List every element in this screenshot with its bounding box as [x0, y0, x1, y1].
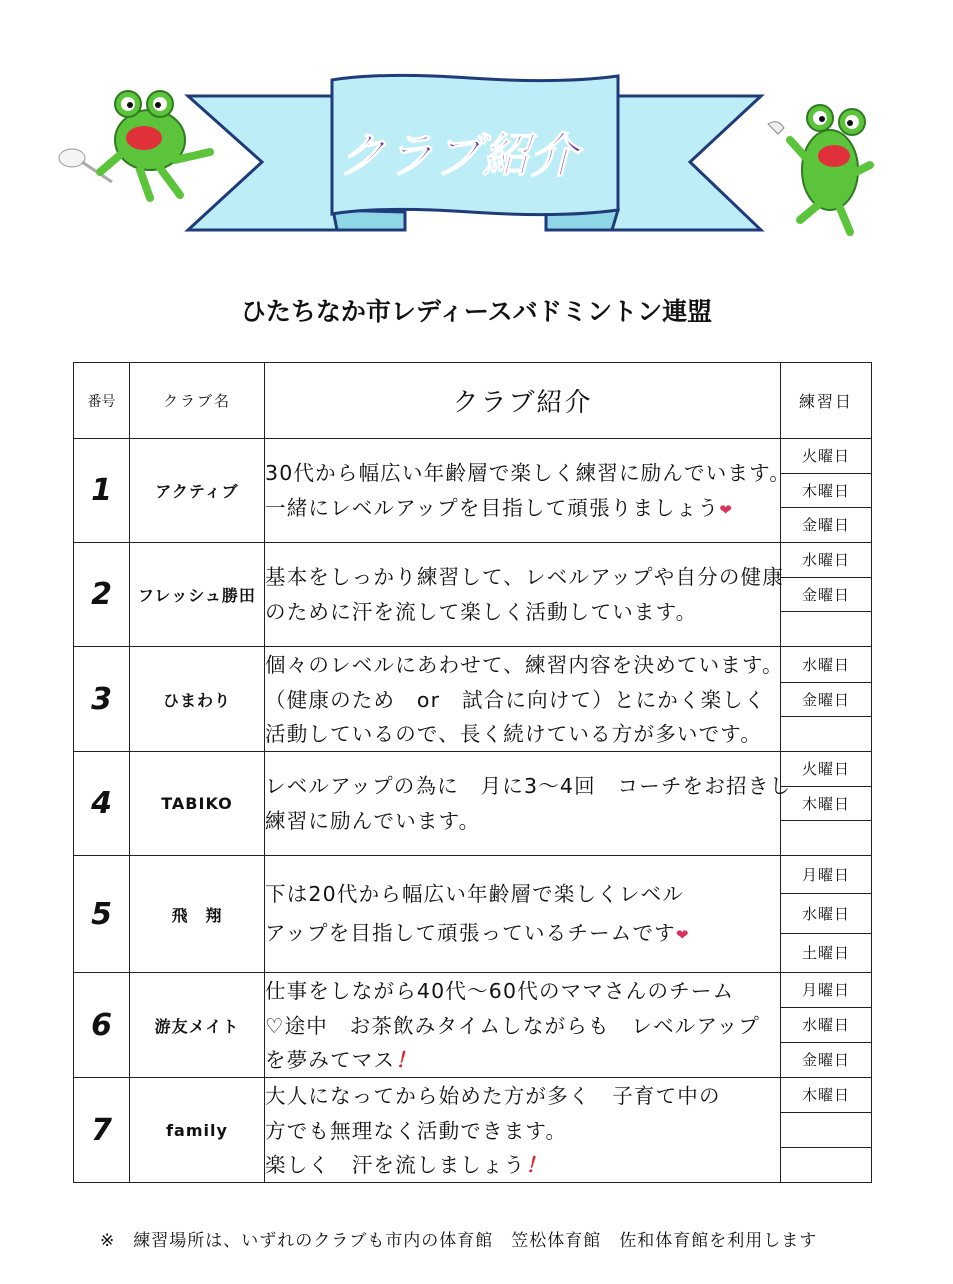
practice-day: 木曜日 [781, 787, 871, 821]
practice-day: 水曜日 [781, 543, 871, 578]
club-intro [265, 543, 784, 647]
table-row [74, 439, 872, 543]
practice-day: 木曜日 [781, 474, 871, 508]
intro-text: を夢みてマス [265, 1048, 396, 1072]
frog-left-icon [59, 91, 210, 198]
frog-right-icon [768, 105, 870, 232]
club-intro [265, 752, 792, 856]
practice-day: 水曜日 [781, 648, 871, 683]
practice-day: 火曜日 [781, 752, 871, 787]
practice-day: 金曜日 [801, 516, 850, 534]
heart-icon: ❤ [719, 500, 734, 519]
intro-line [265, 491, 780, 526]
heart-icon: ❤ [675, 926, 690, 944]
intro-text: 一緒にレベルアップを目指して頑張りましょう [265, 495, 720, 520]
practice-day: 土曜日 [801, 944, 850, 962]
practice-day [781, 1113, 871, 1148]
intro-text: アップを目指して頑張っているチームです [265, 921, 676, 945]
intro-line: 下は20代から幅広い年齢層で楽しくレベル [265, 882, 685, 906]
practice-days [781, 1078, 872, 1183]
intro-line: レベルアップの為に 月に3～4回 コーチをお招きし [265, 773, 792, 798]
intro-line: 30代から幅広い年齢層で楽しく練習に励んでいます。 [265, 460, 791, 485]
table-row [74, 973, 872, 1078]
practice-day: 金曜日 [781, 578, 871, 612]
club-name: family [130, 1078, 265, 1183]
ribbon-left-tail [188, 96, 337, 230]
table-row [74, 856, 872, 973]
club-name: アクティブ [130, 439, 265, 543]
club-intro [265, 1078, 781, 1183]
club-number: 2 [74, 543, 130, 647]
club-number: 6 [74, 973, 130, 1078]
banner [0, 0, 953, 260]
practice-day: 金曜日 [801, 1051, 850, 1069]
club-table [73, 362, 872, 1183]
practice-days [781, 752, 872, 856]
practice-day: 水曜日 [781, 894, 871, 934]
intro-line: 方でも無理なく活動できます。 [265, 1119, 568, 1143]
header-intro: クラブ紹介 [265, 363, 781, 439]
practice-days [781, 973, 872, 1078]
club-intro [265, 856, 781, 973]
intro-line: 個々のレベルにあわせて、練習内容を決めています。 [265, 653, 784, 677]
club-number: 7 [74, 1078, 130, 1183]
practice-days [781, 856, 872, 973]
exclamation-icon: ！ [525, 1153, 548, 1177]
table-row [74, 543, 872, 647]
practice-day [781, 612, 871, 646]
practice-days [781, 439, 872, 543]
club-number: 4 [74, 752, 130, 856]
intro-line: ♡途中 お茶飲みタイムしながらも レベルアップ [265, 1014, 761, 1038]
club-name: フレッシュ勝田 [130, 543, 265, 647]
ribbon-right-tail [612, 96, 761, 230]
practice-day: 月曜日 [781, 856, 871, 894]
practice-day [781, 821, 871, 855]
club-intro [265, 647, 784, 752]
intro-line: 仕事をしながら40代～60代のママさんのチーム [265, 979, 735, 1003]
intro-line [265, 913, 780, 953]
intro-line: のために汗を流して楽しく活動しています。 [265, 599, 698, 624]
intro-line: 練習に励んでいます。 [265, 808, 481, 833]
intro-line: （健康のため or 試合に向けて）とにかく楽しく [265, 688, 766, 712]
intro-text: 楽しく 汗を流しましょう [265, 1153, 526, 1177]
practice-day: 水曜日 [781, 1008, 871, 1043]
practice-day [781, 717, 871, 751]
club-intro [265, 439, 791, 543]
intro-line: 大人になってから始めた方が多く 子育て中の [265, 1084, 721, 1108]
intro-line: 基本をしっかり練習して、レベルアップや自分の健康 [265, 564, 784, 589]
practice-day: 月曜日 [781, 973, 871, 1008]
practice-day: 火曜日 [781, 439, 871, 474]
practice-days [781, 647, 872, 752]
intro-line [265, 1149, 780, 1181]
federation-title: ひたちなか市レディースバドミントン連盟 [240, 297, 713, 326]
header-club: クラブ名 [130, 363, 265, 439]
club-number: 1 [74, 439, 130, 543]
practice-day [781, 1148, 871, 1182]
table-row [74, 647, 872, 752]
intro-line [265, 1044, 780, 1076]
club-number: 3 [74, 647, 130, 752]
intro-line: 活動しているので、長く続けている方が多いです。 [265, 722, 763, 746]
club-name: TABIKO [130, 752, 265, 856]
club-name: ひまわり [130, 647, 265, 752]
club-number: 5 [74, 856, 130, 973]
header-days: 練習日 [781, 363, 872, 439]
table-row [74, 1078, 872, 1183]
club-name: 飛 翔 [130, 856, 265, 973]
header-number: 番号 [74, 363, 130, 439]
club-name: 游友メイト [130, 973, 265, 1078]
banner-title: クラブ紹介 [337, 128, 579, 184]
exclamation-icon: ！ [395, 1048, 417, 1072]
practice-days [781, 543, 872, 647]
practice-day: 木曜日 [781, 1078, 871, 1113]
practice-day: 金曜日 [781, 683, 871, 717]
table-header [74, 363, 872, 439]
club-intro [265, 973, 781, 1078]
footer-note: ※ 練習場所は、いずれのクラブも市内の体育館 笠松体育館 佐和体育館を利用します [100, 1231, 818, 1251]
table-row [74, 752, 872, 856]
